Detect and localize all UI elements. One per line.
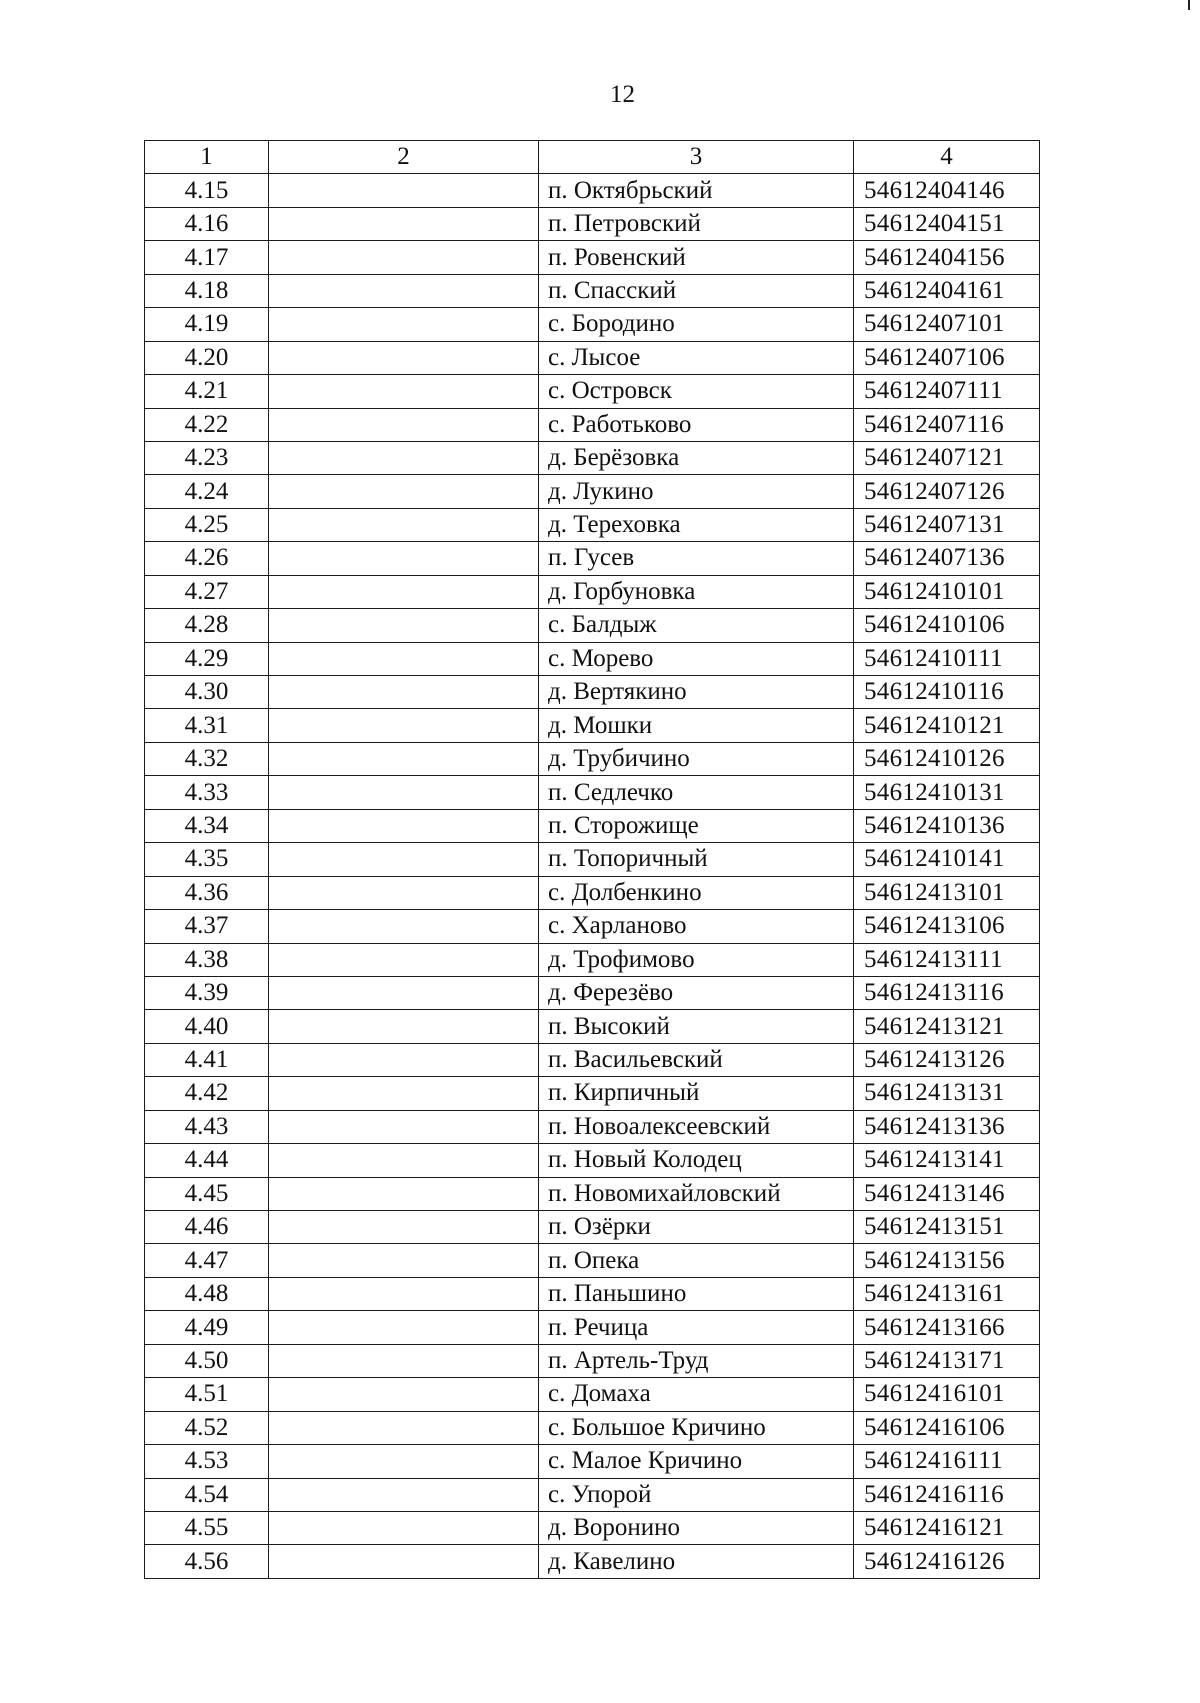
row-number-cell: 4.27 — [145, 575, 269, 608]
oktmo-code-cell: 54612413111 — [854, 943, 1040, 976]
settlement-name-cell: с. Большое Кричино — [539, 1411, 854, 1444]
settlement-name-cell: п. Гусев — [539, 542, 854, 575]
row-number-cell: 4.39 — [145, 976, 269, 1009]
row-number-cell: 4.40 — [145, 1010, 269, 1043]
column-2-cell — [269, 441, 539, 474]
column-2-cell — [269, 642, 539, 675]
column-2-cell — [269, 1277, 539, 1310]
settlement-name-cell: п. Кирпичный — [539, 1077, 854, 1110]
oktmo-code-cell: 54612410121 — [854, 709, 1040, 742]
oktmo-code-cell: 54612407121 — [854, 441, 1040, 474]
oktmo-code-cell: 54612413171 — [854, 1344, 1040, 1377]
column-2-cell — [269, 1511, 539, 1544]
column-2-cell — [269, 1211, 539, 1244]
row-number-cell: 4.16 — [145, 207, 269, 240]
oktmo-code-cell: 54612404161 — [854, 274, 1040, 307]
table-row — [145, 1211, 1040, 1244]
row-number-cell: 4.42 — [145, 1077, 269, 1110]
table-row — [145, 508, 1040, 541]
settlement-name-cell: с. Морево — [539, 642, 854, 675]
row-number-cell: 4.32 — [145, 742, 269, 775]
settlement-name-cell: с. Островск — [539, 375, 854, 408]
table-row — [145, 1445, 1040, 1478]
table-row — [145, 542, 1040, 575]
table-row — [145, 1010, 1040, 1043]
settlement-name-cell: д. Берёзовка — [539, 441, 854, 474]
settlement-name-cell: с. Долбенкино — [539, 876, 854, 909]
oktmo-code-cell: 54612416106 — [854, 1411, 1040, 1444]
column-header-4: 4 — [854, 141, 1040, 174]
column-2-cell — [269, 408, 539, 441]
row-number-cell: 4.37 — [145, 910, 269, 943]
settlement-name-cell: п. Высокий — [539, 1010, 854, 1043]
table-row — [145, 1277, 1040, 1310]
oktmo-code-cell: 54612410141 — [854, 843, 1040, 876]
oktmo-code-cell: 54612413166 — [854, 1311, 1040, 1344]
column-2-cell — [269, 609, 539, 642]
row-number-cell: 4.48 — [145, 1277, 269, 1310]
row-number-cell: 4.49 — [145, 1311, 269, 1344]
settlement-name-cell: п. Новый Колодец — [539, 1144, 854, 1177]
column-2-cell — [269, 1545, 539, 1578]
row-number-cell: 4.54 — [145, 1478, 269, 1511]
oktmo-code-cell: 54612410116 — [854, 676, 1040, 709]
column-2-cell — [269, 742, 539, 775]
settlement-name-cell: п. Паньшино — [539, 1277, 854, 1310]
column-2-cell — [269, 1244, 539, 1277]
row-number-cell: 4.53 — [145, 1445, 269, 1478]
table-row — [145, 1378, 1040, 1411]
row-number-cell: 4.30 — [145, 676, 269, 709]
oktmo-code-cell: 54612416101 — [854, 1378, 1040, 1411]
settlement-name-cell: п. Петровский — [539, 207, 854, 240]
column-2-cell — [269, 274, 539, 307]
column-2-cell — [269, 1478, 539, 1511]
table-row — [145, 1545, 1040, 1578]
column-2-cell — [269, 1077, 539, 1110]
settlement-name-cell: с. Работьково — [539, 408, 854, 441]
column-2-cell — [269, 1445, 539, 1478]
row-number-cell: 4.23 — [145, 441, 269, 474]
settlement-name-cell: п. Топоричный — [539, 843, 854, 876]
table-row — [145, 609, 1040, 642]
table-row — [145, 1177, 1040, 1210]
settlement-name-cell: п. Озёрки — [539, 1211, 854, 1244]
oktmo-code-cell: 54612416126 — [854, 1545, 1040, 1578]
column-2-cell — [269, 174, 539, 207]
settlement-name-cell: с. Малое Кричино — [539, 1445, 854, 1478]
row-number-cell: 4.36 — [145, 876, 269, 909]
column-header-2: 2 — [269, 141, 539, 174]
row-number-cell: 4.41 — [145, 1043, 269, 1076]
row-number-cell: 4.45 — [145, 1177, 269, 1210]
table-row — [145, 943, 1040, 976]
oktmo-code-cell: 54612413131 — [854, 1077, 1040, 1110]
row-number-cell: 4.15 — [145, 174, 269, 207]
oktmo-code-cell: 54612410136 — [854, 809, 1040, 842]
oktmo-code-cell: 54612410131 — [854, 776, 1040, 809]
settlement-name-cell: п. Новомихайловский — [539, 1177, 854, 1210]
settlement-name-cell: с. Харланово — [539, 910, 854, 943]
settlement-name-cell: п. Октябрьский — [539, 174, 854, 207]
row-number-cell: 4.28 — [145, 609, 269, 642]
oktmo-code-cell: 54612413136 — [854, 1110, 1040, 1143]
row-number-cell: 4.31 — [145, 709, 269, 742]
row-number-cell: 4.33 — [145, 776, 269, 809]
table-row — [145, 976, 1040, 1009]
table-row — [145, 1244, 1040, 1277]
table-row — [145, 642, 1040, 675]
row-number-cell: 4.43 — [145, 1110, 269, 1143]
row-number-cell: 4.24 — [145, 475, 269, 508]
row-number-cell: 4.26 — [145, 542, 269, 575]
row-number-cell: 4.17 — [145, 241, 269, 274]
table-row — [145, 475, 1040, 508]
settlement-name-cell: д. Трофимово — [539, 943, 854, 976]
table-row — [145, 742, 1040, 775]
table-row — [145, 575, 1040, 608]
settlement-name-cell: п. Сторожище — [539, 809, 854, 842]
table-row — [145, 709, 1040, 742]
row-number-cell: 4.22 — [145, 408, 269, 441]
settlement-name-cell: д. Мошки — [539, 709, 854, 742]
column-2-cell — [269, 1378, 539, 1411]
table-row — [145, 375, 1040, 408]
table-row — [145, 408, 1040, 441]
column-2-cell — [269, 1110, 539, 1143]
oktmo-code-cell: 54612407101 — [854, 308, 1040, 341]
settlement-name-cell: п. Васильевский — [539, 1043, 854, 1076]
table-row — [145, 274, 1040, 307]
column-2-cell — [269, 1311, 539, 1344]
row-number-cell: 4.18 — [145, 274, 269, 307]
table-row — [145, 676, 1040, 709]
column-2-cell — [269, 843, 539, 876]
oktmo-code-cell: 54612413161 — [854, 1277, 1040, 1310]
settlement-name-cell: п. Ровенский — [539, 241, 854, 274]
table-row — [145, 1043, 1040, 1076]
settlement-name-cell: д. Трубичино — [539, 742, 854, 775]
oktmo-code-cell: 54612407116 — [854, 408, 1040, 441]
row-number-cell: 4.56 — [145, 1545, 269, 1578]
oktmo-code-cell: 54612416121 — [854, 1511, 1040, 1544]
oktmo-code-cell: 54612410101 — [854, 575, 1040, 608]
oktmo-code-cell: 54612413151 — [854, 1211, 1040, 1244]
settlement-name-cell: п. Новоалексеевский — [539, 1110, 854, 1143]
settlement-name-cell: д. Горбуновка — [539, 575, 854, 608]
column-2-cell — [269, 1177, 539, 1210]
table-row — [145, 308, 1040, 341]
table-row — [145, 1311, 1040, 1344]
column-2-cell — [269, 1043, 539, 1076]
table-row — [145, 776, 1040, 809]
oktmo-code-cell: 54612410126 — [854, 742, 1040, 775]
column-2-cell — [269, 575, 539, 608]
column-header-3: 3 — [539, 141, 854, 174]
column-2-cell — [269, 375, 539, 408]
settlement-name-cell: п. Спасский — [539, 274, 854, 307]
oktmo-code-cell: 54612413156 — [854, 1244, 1040, 1277]
table-row — [145, 1511, 1040, 1544]
oktmo-code-cell: 54612413126 — [854, 1043, 1040, 1076]
row-number-cell: 4.50 — [145, 1344, 269, 1377]
oktmo-code-cell: 54612416116 — [854, 1478, 1040, 1511]
oktmo-code-cell: 54612407136 — [854, 542, 1040, 575]
oktmo-code-cell: 54612404146 — [854, 174, 1040, 207]
column-2-cell — [269, 207, 539, 240]
row-number-cell: 4.55 — [145, 1511, 269, 1544]
table-row — [145, 1110, 1040, 1143]
column-2-cell — [269, 542, 539, 575]
row-number-cell: 4.52 — [145, 1411, 269, 1444]
row-number-cell: 4.51 — [145, 1378, 269, 1411]
table-row — [145, 1478, 1040, 1511]
settlement-name-cell: с. Упорой — [539, 1478, 854, 1511]
table-row — [145, 1077, 1040, 1110]
settlement-name-cell: п. Артель-Труд — [539, 1344, 854, 1377]
oktmo-code-cell: 54612407106 — [854, 341, 1040, 374]
oktmo-code-cell: 54612407111 — [854, 375, 1040, 408]
row-number-cell: 4.46 — [145, 1211, 269, 1244]
row-number-cell: 4.21 — [145, 375, 269, 408]
settlement-name-cell: п. Опека — [539, 1244, 854, 1277]
column-2-cell — [269, 809, 539, 842]
row-number-cell: 4.25 — [145, 508, 269, 541]
table-row — [145, 843, 1040, 876]
oktmo-code-cell: 54612404156 — [854, 241, 1040, 274]
settlement-name-cell: д. Кавелино — [539, 1545, 854, 1578]
settlement-name-cell: д. Тереховка — [539, 508, 854, 541]
column-2-cell — [269, 943, 539, 976]
column-2-cell — [269, 776, 539, 809]
settlement-name-cell: с. Бородино — [539, 308, 854, 341]
oktmo-code-cell: 54612407126 — [854, 475, 1040, 508]
row-number-cell: 4.47 — [145, 1244, 269, 1277]
settlement-name-cell: д. Лукино — [539, 475, 854, 508]
column-2-cell — [269, 976, 539, 1009]
table-header-row — [145, 141, 1040, 174]
table-row — [145, 441, 1040, 474]
oktmo-code-cell: 54612416111 — [854, 1445, 1040, 1478]
settlement-name-cell: д. Вертякино — [539, 676, 854, 709]
oktmo-code-cell: 54612413116 — [854, 976, 1040, 1009]
oktmo-code-cell: 54612404151 — [854, 207, 1040, 240]
column-2-cell — [269, 1010, 539, 1043]
settlement-name-cell: с. Домаха — [539, 1378, 854, 1411]
table-row — [145, 1344, 1040, 1377]
table-row — [145, 1144, 1040, 1177]
oktmo-code-cell: 54612410111 — [854, 642, 1040, 675]
column-2-cell — [269, 1411, 539, 1444]
oktmo-code-cell: 54612407131 — [854, 508, 1040, 541]
table-row — [145, 207, 1040, 240]
column-2-cell — [269, 475, 539, 508]
column-header-1: 1 — [145, 141, 269, 174]
row-number-cell: 4.34 — [145, 809, 269, 842]
column-2-cell — [269, 910, 539, 943]
oktmo-code-cell: 54612410106 — [854, 609, 1040, 642]
column-2-cell — [269, 676, 539, 709]
scan-edge-mark — [1188, 0, 1190, 10]
oktmo-code-cell: 54612413146 — [854, 1177, 1040, 1210]
column-2-cell — [269, 876, 539, 909]
table-row — [145, 1411, 1040, 1444]
page-number: 12 — [610, 81, 635, 108]
table-row — [145, 241, 1040, 274]
settlement-name-cell: д. Ферезёво — [539, 976, 854, 1009]
oktmo-code-cell: 54612413101 — [854, 876, 1040, 909]
settlement-name-cell: с. Лысое — [539, 341, 854, 374]
row-number-cell: 4.19 — [145, 308, 269, 341]
column-2-cell — [269, 1144, 539, 1177]
oktmo-code-cell: 54612413141 — [854, 1144, 1040, 1177]
column-2-cell — [269, 341, 539, 374]
settlement-name-cell: с. Балдыж — [539, 609, 854, 642]
row-number-cell: 4.20 — [145, 341, 269, 374]
row-number-cell: 4.35 — [145, 843, 269, 876]
settlements-table — [144, 140, 1040, 1579]
settlement-name-cell: п. Седлечко — [539, 776, 854, 809]
row-number-cell: 4.29 — [145, 642, 269, 675]
table-row — [145, 341, 1040, 374]
settlement-name-cell: д. Воронино — [539, 1511, 854, 1544]
column-2-cell — [269, 1344, 539, 1377]
oktmo-code-cell: 54612413121 — [854, 1010, 1040, 1043]
column-2-cell — [269, 709, 539, 742]
column-2-cell — [269, 308, 539, 341]
row-number-cell: 4.38 — [145, 943, 269, 976]
row-number-cell: 4.44 — [145, 1144, 269, 1177]
table-row — [145, 910, 1040, 943]
table-row — [145, 809, 1040, 842]
table-row — [145, 174, 1040, 207]
settlement-name-cell: п. Речица — [539, 1311, 854, 1344]
table-row — [145, 876, 1040, 909]
oktmo-code-cell: 54612413106 — [854, 910, 1040, 943]
column-2-cell — [269, 241, 539, 274]
column-2-cell — [269, 508, 539, 541]
